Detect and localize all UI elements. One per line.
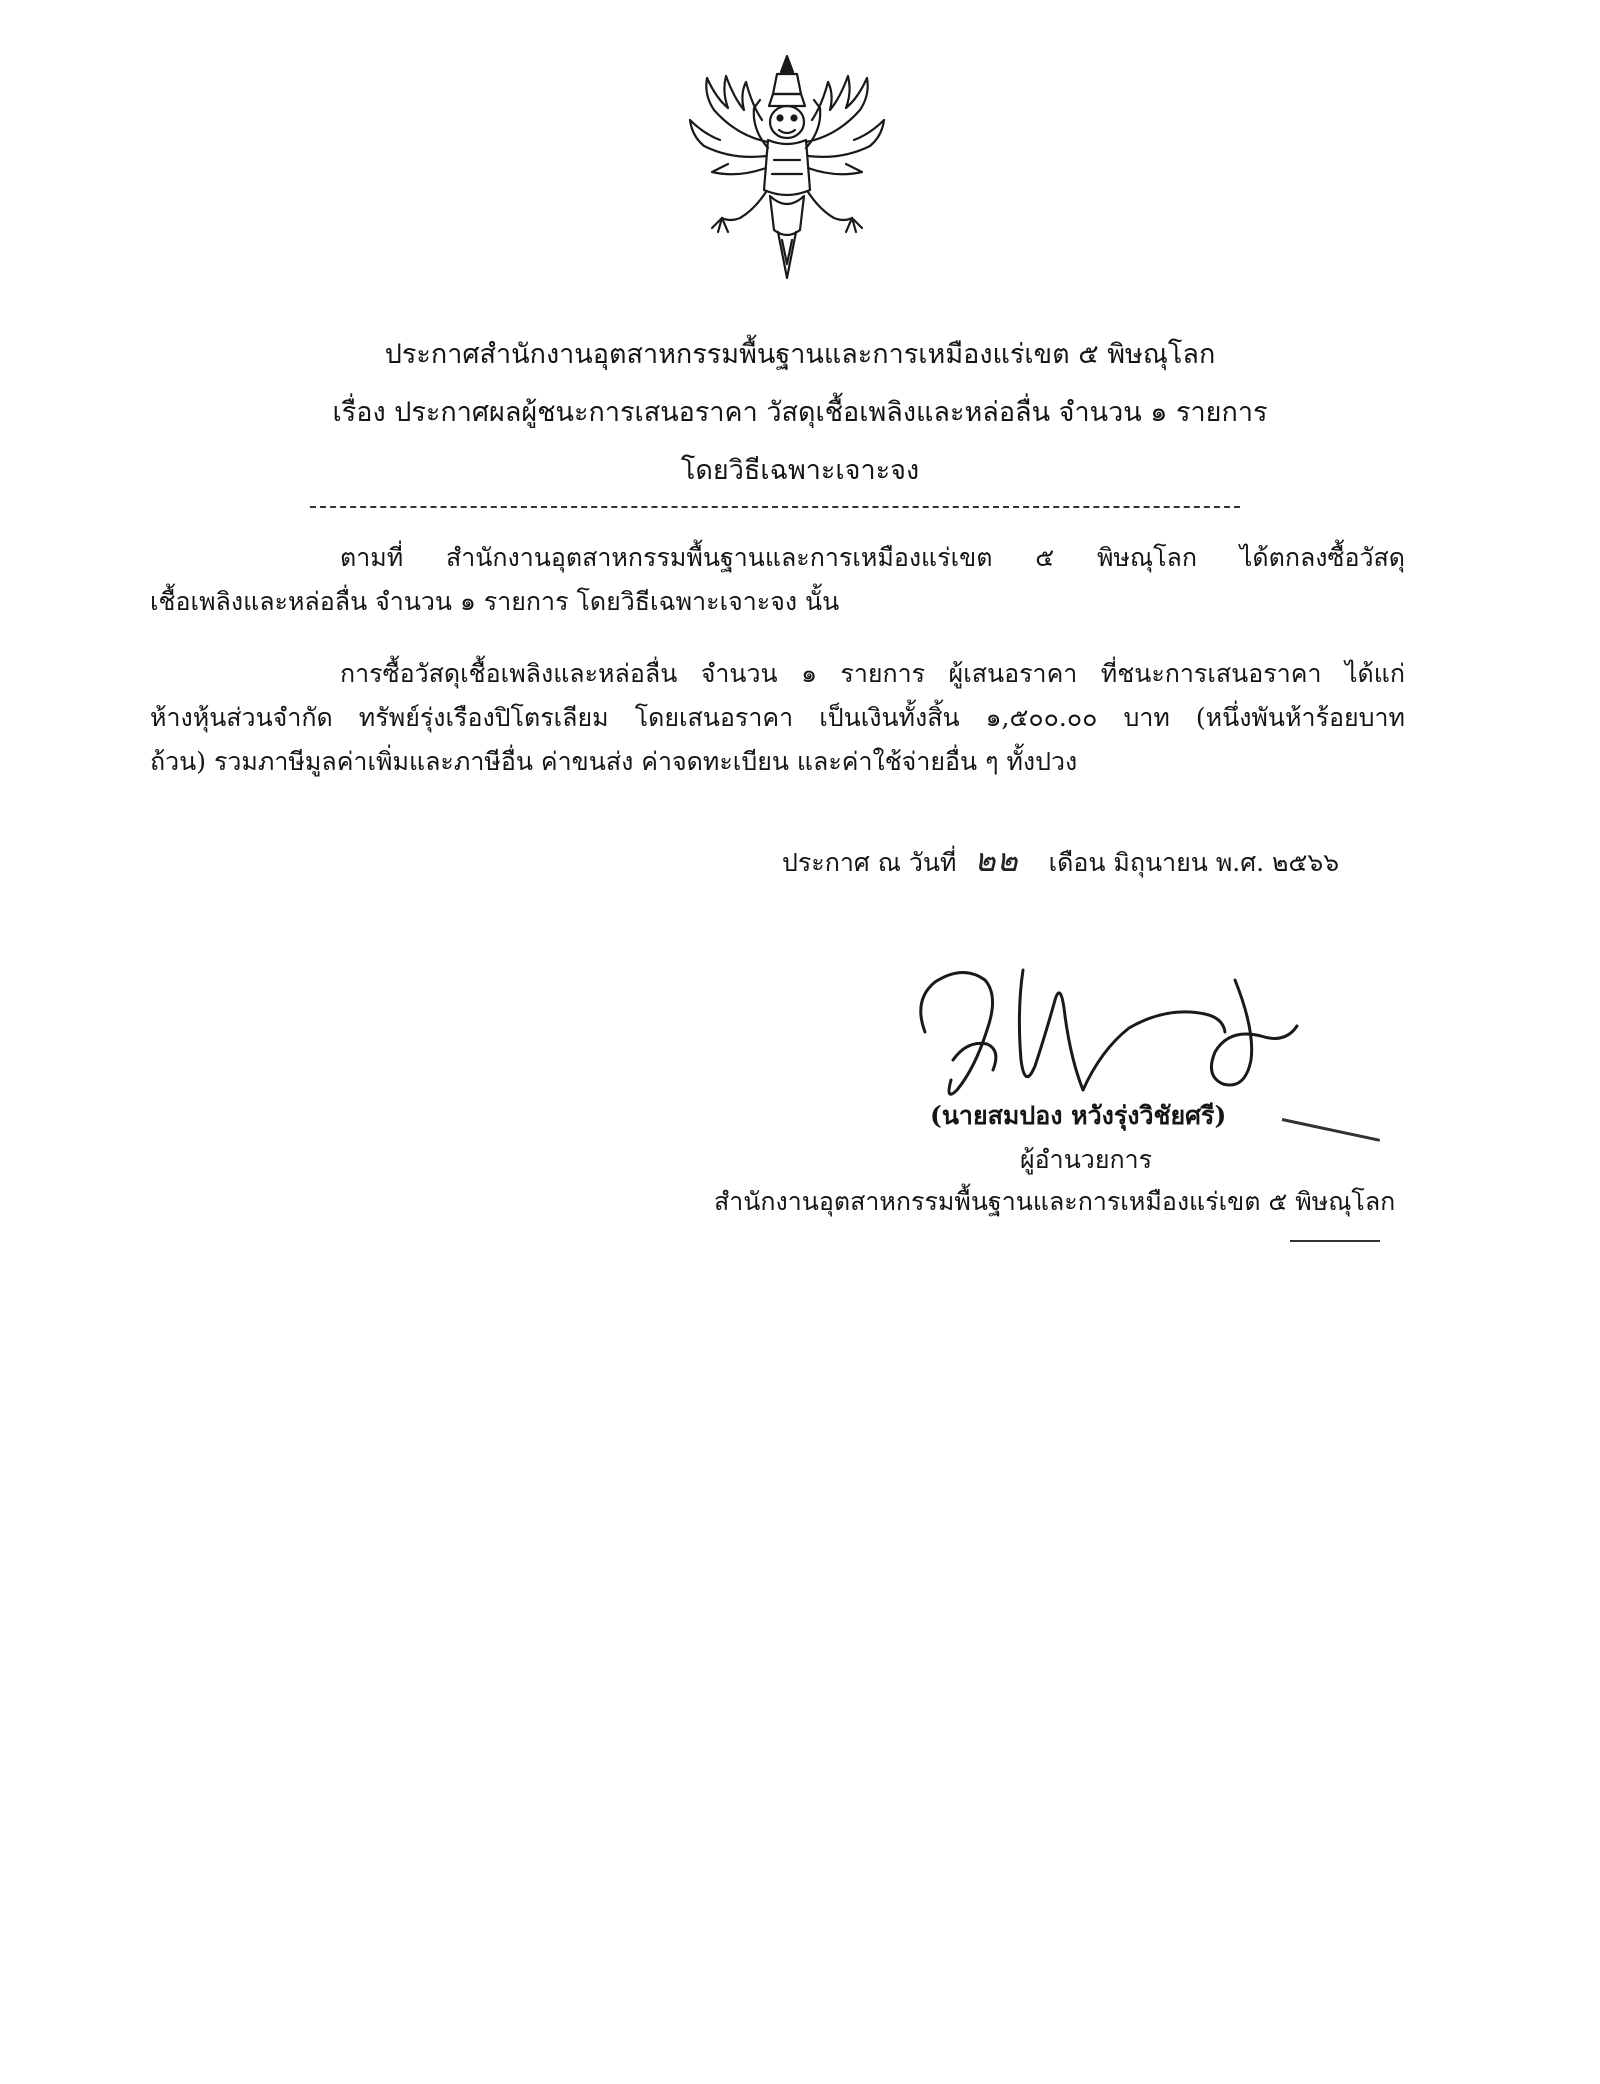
announcement-method: โดยวิธีเฉพาะเจาะจง [680, 455, 920, 486]
signatory-position: ผู้อำนวยการ [1020, 1145, 1153, 1174]
announcement-title: ประกาศสำนักงานอุตสาหกรรมพื้นฐานและการเหมืองแร่เขต ๕ พิษณุโลก [384, 339, 1216, 370]
paragraph-line: ตามที่ สำนักงานอุตสาหกรรมพื้นฐานและการเหมืองแร่เขต ๕ พิษณุโลก ได้ตกลงซื้อวัสดุ [340, 543, 1405, 572]
signatory-name: (นายสมปอง หวังรุ่งวิชัยศรี) [930, 1101, 1227, 1130]
paragraph-line: ถ้วน) รวมภาษีมูลค่าเพิ่มและภาษีอื่น ค่าขนส่ง ค่าจดทะเบียน และค่าใช้จ่ายอื่น ๆ ทั้งปวง [150, 747, 1078, 776]
announcement-date [782, 838, 1339, 885]
paragraph-line: การซื้อวัสดุเชื้อเพลิงและหล่อลื่น จำนวน ๑ รายการ ผู้เสนอราคา ที่ชนะการเสนอราคา ได้แก่ [340, 659, 1405, 688]
body-paragraph-2 [150, 652, 1405, 784]
date-prefix: ประกาศ ณ วันที่ [782, 848, 957, 877]
body-paragraph-1 [150, 536, 1405, 624]
signature-stroke-mark [1282, 1118, 1380, 1142]
handwritten-signature [905, 940, 1335, 1115]
paragraph-line: เชื้อเพลิงและหล่อลื่น จำนวน ๑ รายการ โดยวิธีเฉพาะเจาะจง นั้น [150, 587, 840, 616]
paragraph-line: ห้างหุ้นส่วนจำกัด ทรัพย์รุ่งเรืองปิโตรเลียม โดยเสนอราคา เป็นเงินทั้งสิ้น ๑,๕๐๐.๐๐ บาท (หนึ่งพันห้าร้อยบาท [150, 703, 1405, 732]
dashed-divider [310, 506, 1240, 508]
date-suffix: เดือน มิถุนายน พ.ศ. ๒๕๖๖ [1048, 848, 1340, 877]
signatory-organization: สำนักงานอุตสาหกรรมพื้นฐานและการเหมืองแร่เขต ๕ พิษณุโลก [714, 1187, 1396, 1216]
date-day-handwritten: ๒๒ [974, 841, 1019, 879]
garuda-emblem-icon [682, 50, 892, 285]
signature-underline-mark [1290, 1240, 1380, 1242]
announcement-subject: เรื่อง ประกาศผลผู้ชนะการเสนอราคา วัสดุเชื้อเพลิงและหล่อลื่น จำนวน ๑ รายการ [332, 397, 1268, 428]
